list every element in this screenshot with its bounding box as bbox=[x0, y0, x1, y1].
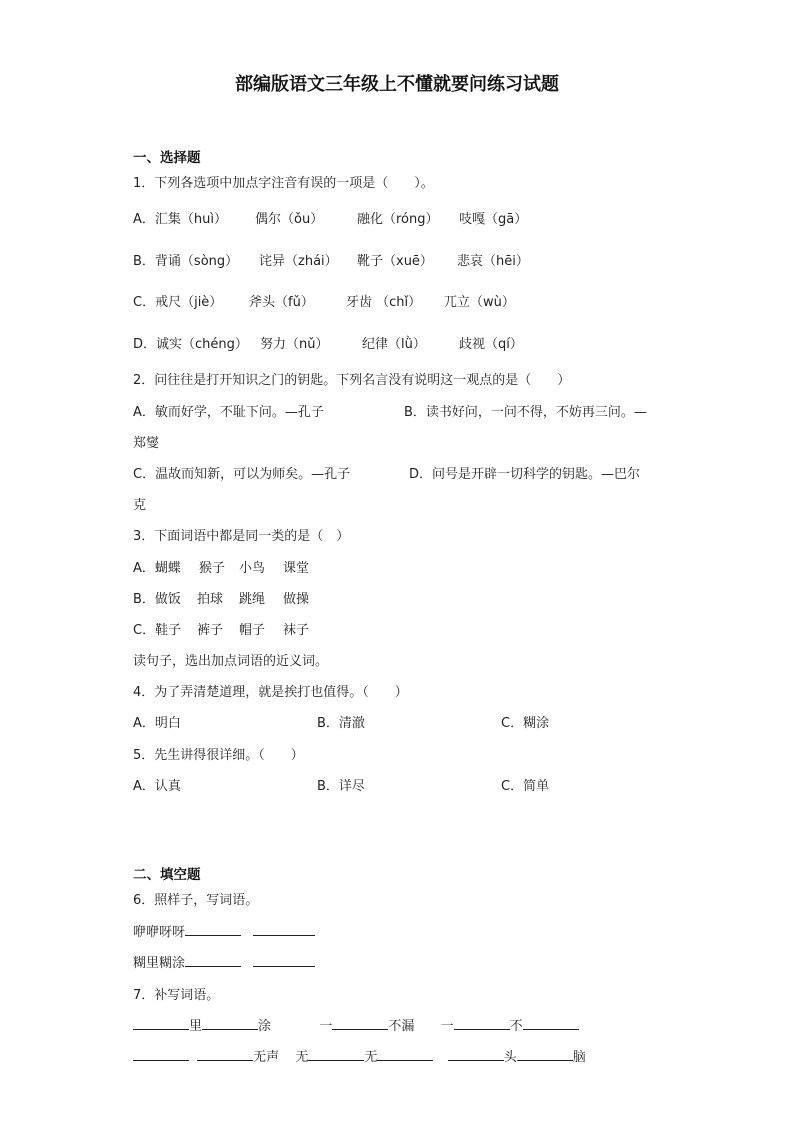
q1-option-b-word4: 悲哀（hēi） bbox=[457, 254, 529, 269]
q7-r1-char-5: 一 bbox=[440, 1019, 454, 1034]
q1-stem: 1．下列各选项中加点字注音有误的一项是（ ）。 bbox=[133, 176, 434, 191]
answer-blank[interactable] bbox=[197, 1046, 253, 1061]
q3-option-b-word2: 拍球 bbox=[197, 592, 224, 607]
q1-option-a-word4: 吱嘎（gā） bbox=[459, 212, 528, 227]
q5-option-a: A．认真 bbox=[133, 779, 181, 794]
q2-option-d-cont: 克 bbox=[133, 498, 147, 513]
q1-option-d-word4: 歧视（qí） bbox=[459, 337, 523, 352]
q7-r1-char-1: 里 bbox=[189, 1019, 203, 1034]
q2-stem: 2．问往往是打开知识之门的钥匙。下列名言没有说明这一观点的是（ ） bbox=[133, 373, 571, 388]
answer-blank[interactable] bbox=[332, 1015, 388, 1030]
q6-stem: 6．照样子，写词语。 bbox=[133, 893, 259, 908]
answer-blank[interactable] bbox=[133, 1015, 189, 1030]
instruction-text: 读句子，选出加点词语的近义词。 bbox=[133, 654, 329, 669]
q7-row-1 bbox=[133, 1015, 579, 1034]
answer-blank[interactable] bbox=[185, 952, 241, 967]
q1-option-d-word3: 纪律（lǜ） bbox=[362, 337, 426, 352]
q2-option-d: D．问号是开辟一切科学的钥匙。—巴尔 bbox=[409, 467, 641, 482]
q3-option-b: B．做饭 bbox=[133, 592, 181, 607]
q7-r1-char-3: 一 bbox=[319, 1019, 333, 1034]
q7-r1-char-6: 不 bbox=[509, 1019, 523, 1034]
q1-option-d-word2: 努力（nǔ） bbox=[260, 337, 329, 352]
q3-option-a-word3: 小鸟 bbox=[239, 561, 266, 576]
q1-option-a: A．汇集（huì） bbox=[133, 212, 227, 227]
q5-stem: 5．先生讲得很详细。（ ） bbox=[133, 748, 304, 763]
q3-stem: 3．下面词语中都是同一类的是（ ） bbox=[133, 529, 350, 544]
q2-option-b-cont: 郑燮 bbox=[133, 436, 160, 451]
q3-option-a-word2: 猴子 bbox=[199, 561, 226, 576]
q6-row-2 bbox=[133, 952, 315, 971]
q3-option-a: A．蝴蝶 bbox=[133, 561, 181, 576]
q1-option-b: B．背诵（sòng） bbox=[133, 254, 239, 269]
answer-blank[interactable] bbox=[133, 1046, 189, 1061]
q1-option-b-word2: 诧异（zhái） bbox=[259, 254, 338, 269]
q1-option-c-word3: 牙齿 （chǐ） bbox=[346, 295, 422, 310]
answer-blank[interactable] bbox=[523, 1015, 579, 1030]
q3-option-c-word2: 裤子 bbox=[197, 623, 224, 638]
q7-r2-char-2: 无 bbox=[295, 1050, 309, 1065]
q5-option-c: C．简单 bbox=[501, 779, 550, 794]
q1-option-a-word2: 偶尔（ǒu） bbox=[255, 212, 324, 227]
q1-option-a-word3: 融化（róng） bbox=[357, 212, 439, 227]
section-1-heading: 一、选择题 bbox=[133, 150, 201, 166]
answer-blank[interactable] bbox=[377, 1046, 433, 1061]
q3-option-b-word3: 跳绳 bbox=[239, 592, 266, 607]
q3-option-c-word3: 帽子 bbox=[239, 623, 266, 638]
q7-r1-char-2: 涂 bbox=[258, 1019, 272, 1034]
q4-option-c: C．糊涂 bbox=[501, 716, 550, 731]
answer-blank[interactable] bbox=[308, 1046, 364, 1061]
q3-option-c-word4: 袜子 bbox=[283, 623, 310, 638]
answer-blank[interactable] bbox=[202, 1015, 258, 1030]
answer-blank[interactable] bbox=[448, 1046, 504, 1061]
q4-stem: 4．为了弄清楚道理，就是挨打也值得。（ ） bbox=[133, 685, 408, 700]
q3-option-b-word4: 做操 bbox=[283, 592, 310, 607]
q6-example-2: 糊里糊涂 bbox=[133, 956, 186, 971]
q6-example-1: 咿咿呀呀 bbox=[133, 925, 186, 940]
answer-blank[interactable] bbox=[253, 952, 315, 967]
q2-option-a: A．敏而好学，不耻下问。—孔子 bbox=[133, 405, 324, 420]
q4-option-b: B．清澈 bbox=[317, 716, 365, 731]
q2-option-b: B．读书好问，一问不得，不妨再三问。— bbox=[404, 405, 647, 420]
answer-blank[interactable] bbox=[185, 921, 241, 936]
q7-r2-char-5: 脑 bbox=[572, 1050, 586, 1065]
q3-option-a-word4: 课堂 bbox=[283, 561, 310, 576]
answer-blank[interactable] bbox=[517, 1046, 573, 1061]
answer-blank[interactable] bbox=[454, 1015, 510, 1030]
q7-r2-char-1: 无声 bbox=[253, 1050, 280, 1065]
section-2-heading: 二、填空题 bbox=[133, 867, 201, 883]
q6-row-1 bbox=[133, 921, 315, 940]
q1-option-c-word2: 斧头（fǔ） bbox=[249, 295, 314, 310]
q1-option-d: D．诚实（chéng） bbox=[133, 337, 248, 352]
q1-option-b-word3: 靴子（xuē） bbox=[357, 254, 433, 269]
q3-option-c: C．鞋子 bbox=[133, 623, 182, 638]
q7-r2-char-3: 无 bbox=[364, 1050, 378, 1065]
q1-option-c-word4: 兀立（wù） bbox=[444, 295, 515, 310]
q7-r2-char-4: 头 bbox=[503, 1050, 517, 1065]
q7-stem: 7．补写词语。 bbox=[133, 988, 220, 1003]
q2-option-c: C．温故而知新，可以为师矣。—孔子 bbox=[133, 467, 351, 482]
q4-option-a: A．明白 bbox=[133, 716, 181, 731]
q7-row-2 bbox=[133, 1046, 586, 1065]
answer-blank[interactable] bbox=[253, 921, 315, 936]
q1-option-c: C．戒尺（jiè） bbox=[133, 295, 223, 310]
q7-r1-char-4: 不漏 bbox=[388, 1019, 415, 1034]
page-title: 部编版语文三年级上不懂就要问练习试题 bbox=[235, 74, 559, 95]
q5-option-b: B．详尽 bbox=[317, 779, 365, 794]
